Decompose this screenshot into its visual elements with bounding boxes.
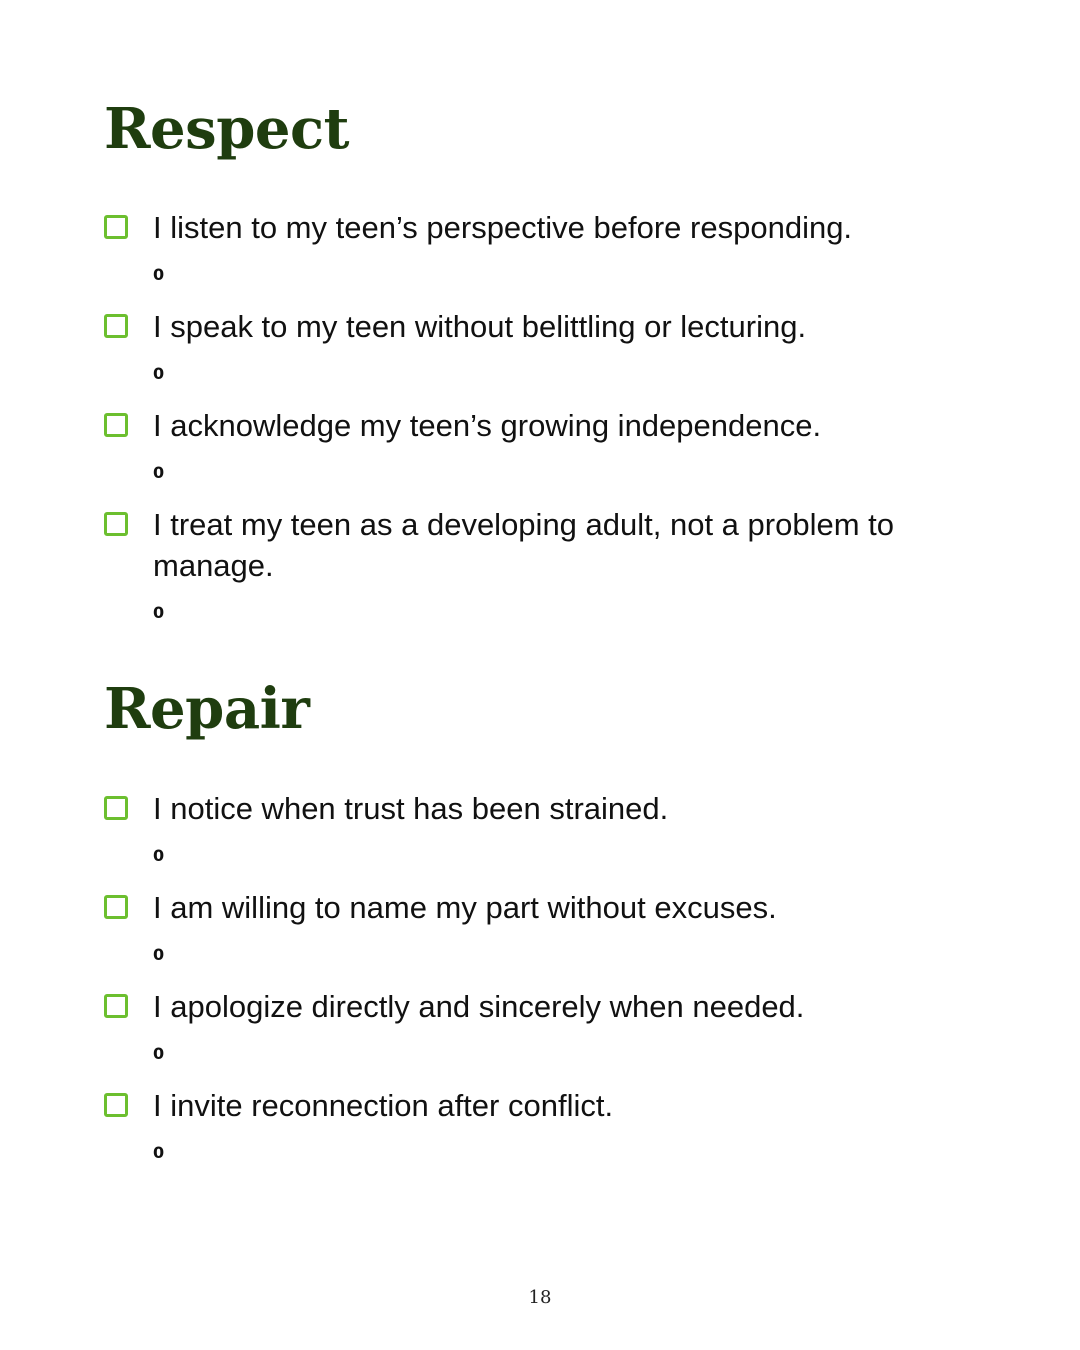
- checklist-item-text: I treat my teen as a developing adult, not a problem to manage.: [153, 507, 895, 583]
- checklist-item-score: 0: [153, 1143, 165, 1162]
- checklist-item-score: 0: [153, 945, 165, 964]
- section-respect: [104, 96, 984, 644]
- checkbox[interactable]: [104, 994, 128, 1018]
- checklist-item-text: I speak to my teen without belittling or lecturing.: [153, 309, 807, 344]
- section-repair: [104, 676, 984, 1184]
- checklist-item: [104, 306, 984, 384]
- checklist-item: [104, 986, 984, 1064]
- checklist-item-text: I notice when trust has been strained.: [153, 791, 669, 826]
- checklist-item: [104, 1085, 984, 1163]
- checklist-item-text: I am willing to name my part without excuses.: [153, 890, 777, 925]
- checklist: [104, 207, 984, 623]
- section-title: Repair: [104, 676, 310, 742]
- checklist-item-text: I listen to my teen’s perspective before responding.: [153, 210, 853, 245]
- checkbox[interactable]: [104, 512, 128, 536]
- checkbox[interactable]: [104, 796, 128, 820]
- checklist-item: [104, 504, 984, 623]
- checklist-item-text: I acknowledge my teen’s growing independence.: [153, 408, 822, 443]
- section-title: Respect: [104, 96, 349, 162]
- checklist-item: [104, 207, 984, 285]
- checklist-item-score: 0: [153, 603, 165, 622]
- checklist-item-text: I invite reconnection after conflict.: [153, 1088, 614, 1123]
- checklist-item-score: 0: [153, 463, 165, 482]
- checklist-item: [104, 788, 984, 866]
- checklist-item-score: 0: [153, 364, 165, 383]
- checklist-item-score: 0: [153, 1044, 165, 1063]
- checklist-item: [104, 887, 984, 965]
- page-number: 18: [528, 1287, 552, 1308]
- checkbox[interactable]: [104, 1093, 128, 1117]
- checklist-item-score: 0: [153, 846, 165, 865]
- checkbox[interactable]: [104, 215, 128, 239]
- checklist-item-score: 0: [153, 265, 165, 284]
- checklist-item: [104, 405, 984, 483]
- checkbox[interactable]: [104, 314, 128, 338]
- checkbox[interactable]: [104, 413, 128, 437]
- checklist: [104, 788, 984, 1163]
- checklist-item-text: I apologize directly and sincerely when needed.: [153, 989, 805, 1024]
- checkbox[interactable]: [104, 895, 128, 919]
